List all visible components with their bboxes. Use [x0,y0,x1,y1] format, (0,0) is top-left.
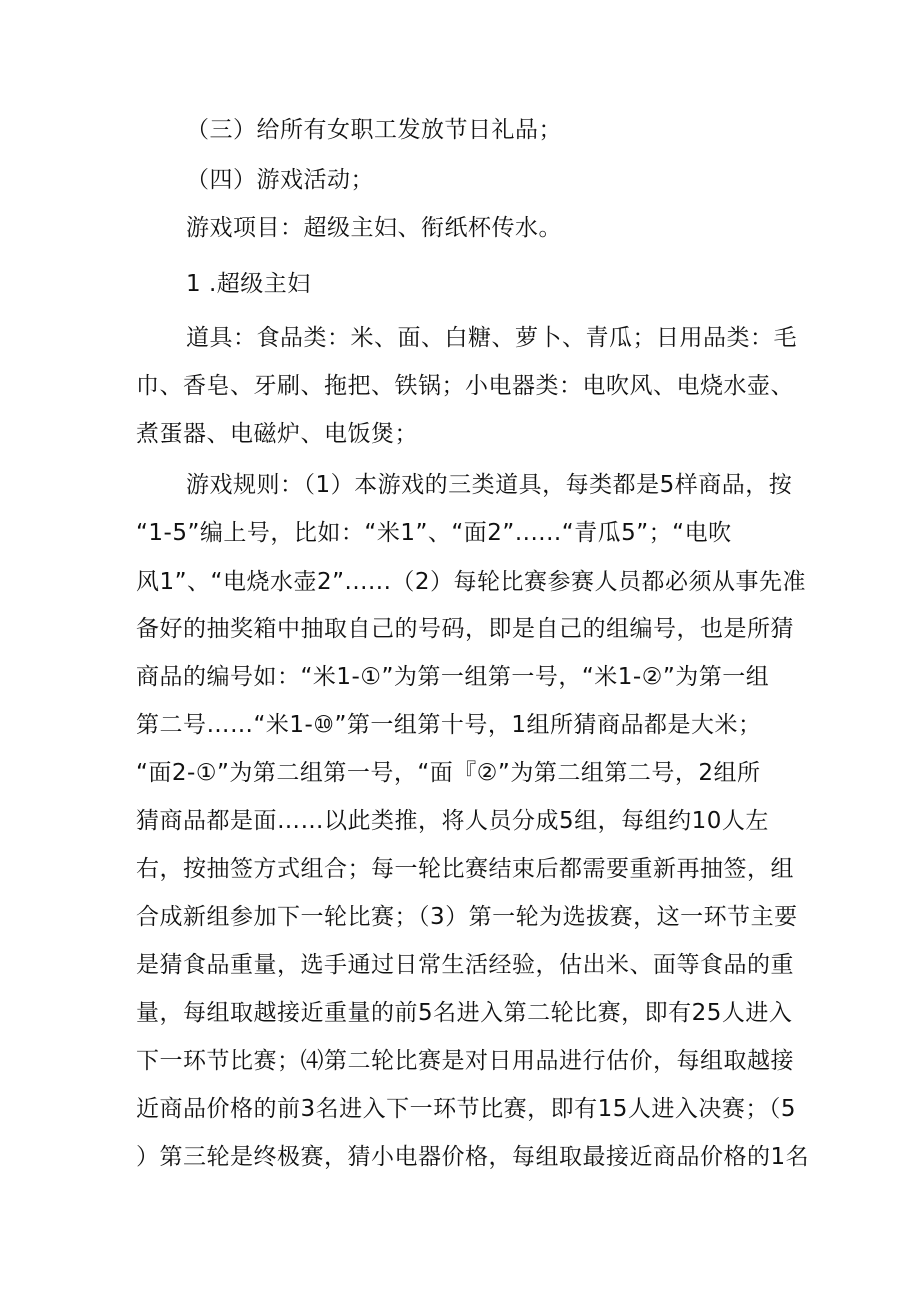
paragraph-line: “1-5”编上号，比如：“米1”、“面2”......“青瓜5”；“电吹 [136,520,732,546]
paragraph-line: 近商品价格的前3名进入下一环节比赛，即有15人进入决赛；（5 [136,1096,797,1122]
paragraph-line: 商品的编号如：“米1-①”为第一组第一号，“米1-②”为第一组 [136,664,770,690]
section-heading-gifts: （三）给所有女职工发放节日礼品； [186,117,562,143]
paragraph-line: 右，按抽签方式组合；每一轮比赛结束后都需要重新再抽签，组 [136,856,794,882]
paragraph-line: 猜商品都是面……以此类推，将人员分成5组，每组约10人左 [136,808,769,834]
paragraph-line: 道具：食品类：米、面、白糖、萝卜、青瓜；日用品类：毛 [186,325,797,351]
paragraph-line: 巾、香皂、牙刷、拖把、铁锅；小电器类：电吹风、电烧水壶、 [136,373,794,399]
paragraph-line: “面2-①”为第二组第一号，“面『②”为第二组第二号，2组所 [136,760,761,786]
paragraph-line: 游戏规则：（1）本游戏的三类道具，每类都是5样商品，按 [186,472,793,498]
paragraph-line: 下一环节比赛；⑷第二轮比赛是对日用品进行估价，每组取越接 [136,1048,794,1074]
paragraph-line: 备好的抽奖箱中抽取自己的号码，即是自己的组编号，也是所猜 [136,616,794,642]
subsection-heading-super-housewife: 1 .超级主妇 [186,271,311,297]
paragraph-line: 煮蛋器、电磁炉、电饭煲； [136,421,418,447]
paragraph-line: 量，每组取越接近重量的前5名进入第二轮比赛，即有25人进入 [136,1000,793,1026]
paragraph-line: 合成新组参加下一轮比赛；（3）第一轮为选拔赛，这一环节主要 [136,904,798,930]
section-heading-games: （四）游戏活动； [186,167,374,193]
paragraph-line: 风1”、“电烧水壶2”......（2）每轮比赛参赛人员都必须从事先准 [136,569,807,595]
game-items-line: 游戏项目：超级主妇、衔纸杯传水。 [186,215,562,241]
paragraph-line: 是猜食品重量，选手通过日常生活经验，估出米、面等食品的重 [136,952,794,978]
paragraph-line: ）第三轮是终极赛，猜小电器价格，每组取最接近商品价格的1名 [136,1144,810,1170]
paragraph-line: 第二号……“米1-⑩”第一组第十号，1组所猜商品都是大米； [136,712,762,738]
